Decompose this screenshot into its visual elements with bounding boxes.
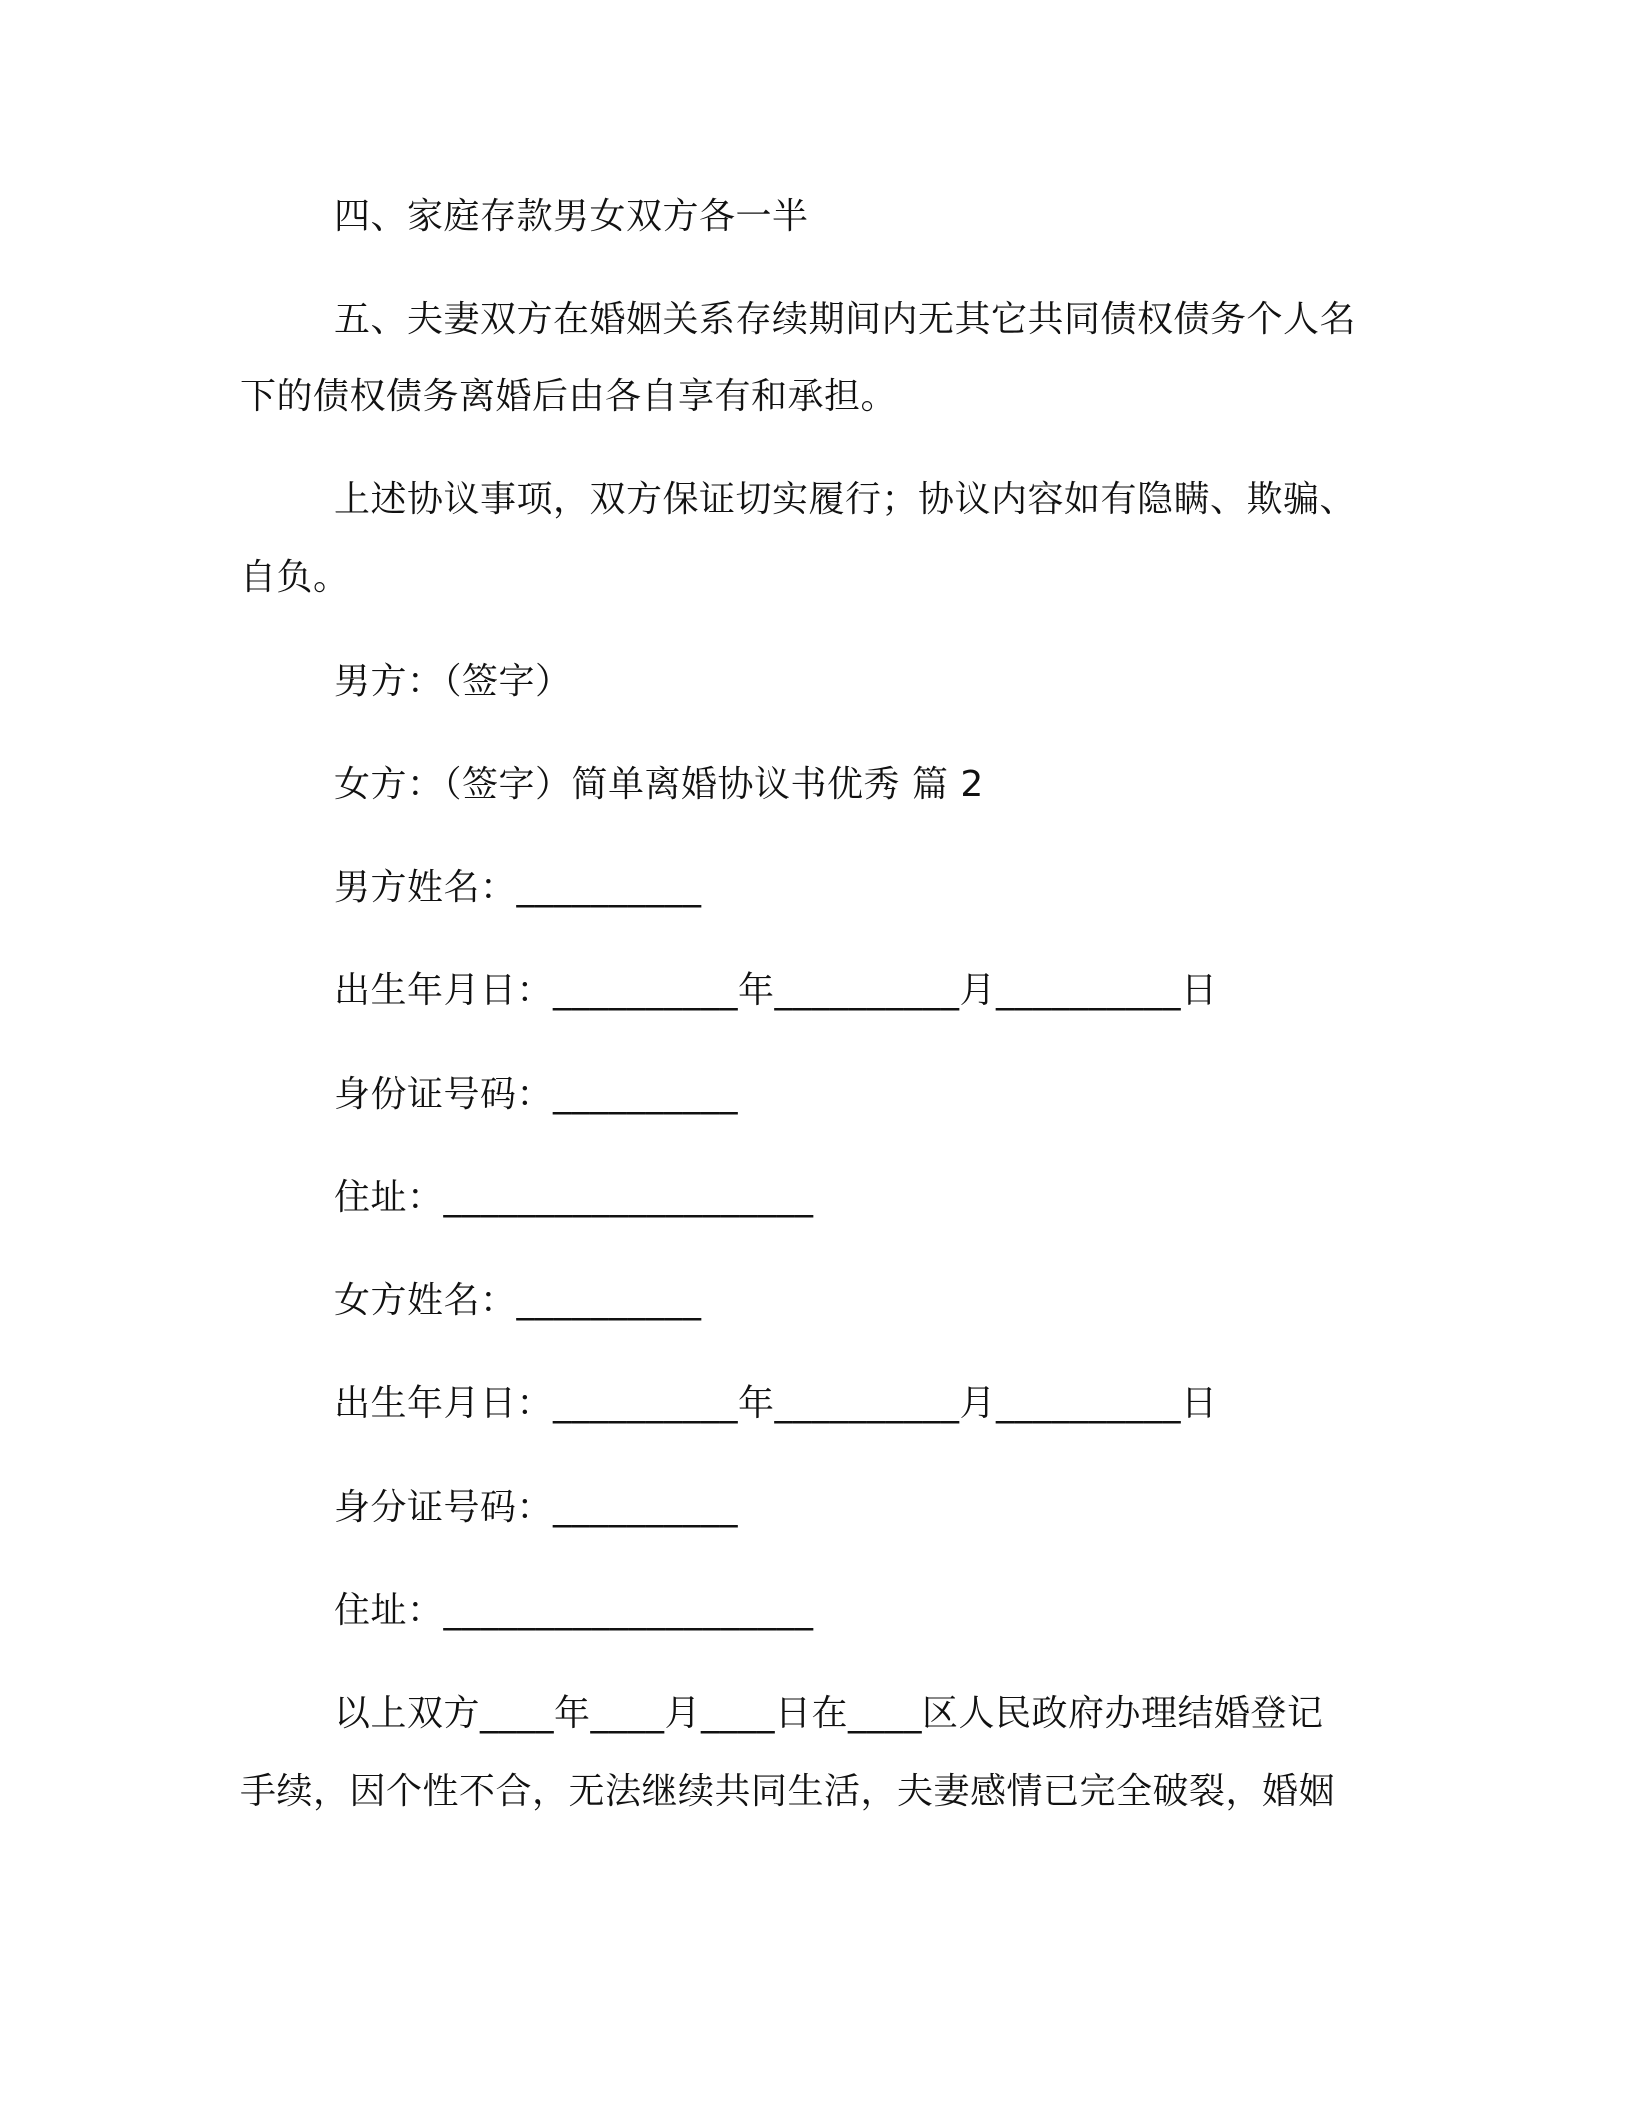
- guarantee-line-1: 上述协议事项，双方保证切实履行；协议内容如有隐瞒、欺骗、: [334, 479, 1357, 520]
- clause-four: 四、家庭存款男女双方各一半: [334, 196, 809, 237]
- clause-five-line-1: 五、夫妻双方在婚姻关系存续期间内无其它共同债权债务个人名: [334, 299, 1357, 340]
- clause-five-line-2: 下的债权债务离婚后由各自享有和承担。: [240, 376, 898, 417]
- female-signature-and-heading: 女方：（签字）简单离婚协议书优秀 篇 2: [334, 764, 984, 805]
- female-name-field: 女方姓名：__________: [334, 1280, 702, 1321]
- male-name-field: 男方姓名：__________: [334, 867, 702, 908]
- marriage-statement-line-1: 以上双方____年____月____日在____区人民政府办理结婚登记: [334, 1693, 1324, 1734]
- male-birthdate-field: 出生年月日：__________年__________月__________日: [334, 970, 1218, 1011]
- male-signature: 男方：（签字）: [334, 661, 572, 702]
- female-birthdate-field: 出生年月日：__________年__________月__________日: [334, 1383, 1218, 1424]
- female-id-number-field: 身分证号码：__________: [334, 1487, 739, 1528]
- guarantee-line-2: 自负。: [240, 557, 350, 598]
- male-address-field: 住址：____________________: [334, 1177, 814, 1218]
- male-id-number-field: 身份证号码：__________: [334, 1074, 739, 1115]
- marriage-statement-line-2: 手续，因个性不合，无法继续共同生活，夫妻感情已完全破裂，婚姻: [240, 1771, 1336, 1812]
- female-address-field: 住址：____________________: [334, 1590, 814, 1631]
